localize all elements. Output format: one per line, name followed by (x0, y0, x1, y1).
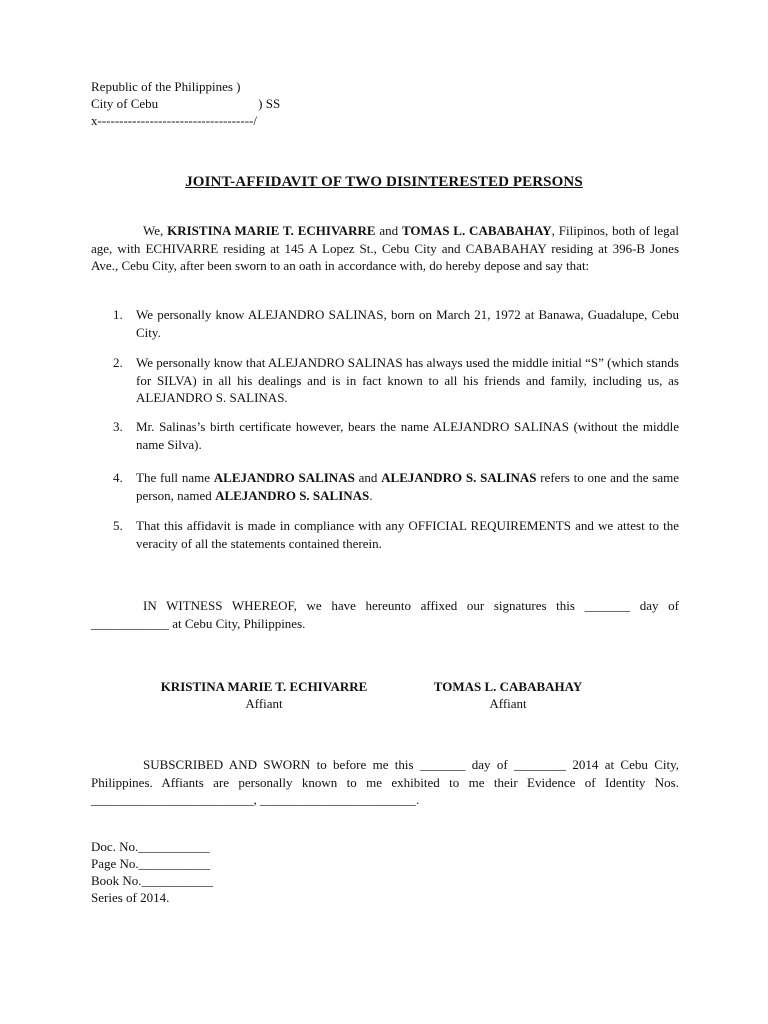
series-year: Series of 2014. (91, 890, 170, 905)
item-text-part: and (354, 470, 382, 485)
affiant-1-name: KRISTINA MARIE T. ECHIVARRE (167, 223, 376, 238)
signatory-role: Affiant (245, 696, 283, 711)
witness-paragraph: IN WITNESS WHEREOF, we have hereunto affixed our signatures this _______ day of ____________ at Cebu City, Philippines. (91, 598, 679, 631)
signatory-1 (130, 678, 398, 712)
intro-we: We, (143, 223, 168, 238)
page-number: Page No.___________ (91, 856, 211, 871)
item-number: 4. (113, 470, 123, 485)
notarial-register (91, 838, 213, 906)
item-number: 5. (113, 518, 123, 533)
intro-and: and (375, 223, 402, 238)
name-alejandro-s-salinas: ALEJANDRO S. SALINAS (215, 487, 370, 503)
intro-rest: , Filipinos, both of legal age, with ECHIVARRE residing at 145 A Lopez St., Cebu City and CABABAHAY residing at 396-B Jones Ave., Cebu City, after been sworn to an oath in accordance with, do hereby depose and say that: (91, 223, 679, 273)
venue-line-republic: Republic of the Philippines ) (91, 79, 241, 94)
venue-ss: ) SS (258, 96, 281, 111)
document-title: JOINT-AFFIDAVIT OF TWO DISINTERESTED PERSONS (185, 174, 583, 190)
venue-city: City of Cebu (91, 96, 159, 111)
item-number: 1. (113, 307, 123, 322)
item-text: Mr. Salinas’s birth certificate however, bears the name ALEJANDRO SALINAS (without the middle name Silva). (136, 419, 679, 452)
item-number: 3. (113, 419, 123, 434)
item-text: We personally know ALEJANDRO SALINAS, born on March 21, 1972 at Banawa, Guadalupe, Cebu City. (136, 307, 679, 340)
item-text-part: The full name (136, 470, 214, 485)
item-number: 2. (113, 355, 123, 370)
signatory-name: TOMAS L. CABABAHAY (433, 679, 583, 694)
name-alejandro-s-salinas: ALEJANDRO S. SALINAS (381, 470, 537, 485)
name-alejandro-salinas: ALEJANDRO SALINAS (213, 470, 355, 485)
signatory-name: KRISTINA MARIE T. ECHIVARRE (160, 679, 368, 694)
item-text-part: refers to one and the same person, named (136, 470, 680, 503)
affiant-2-name: TOMAS L. CABABAHAY (402, 223, 552, 238)
signatory-role: Affiant (489, 696, 527, 711)
item-text: We personally know that ALEJANDRO SALINAS has always used the middle initial “S” (which stands for SILVA) in all his dealings and is in fact known to all his friends and family, including us, as ALEJANDRO S. SALINAS. (136, 355, 679, 405)
signatory-2 (408, 678, 608, 712)
venue-line-city (91, 95, 280, 112)
item-text: That this affidavit is made in compliance with any OFFICIAL REQUIREMENTS and we attest to the veracity of all the statements contained therein. (136, 518, 679, 551)
intro-paragraph (91, 222, 679, 275)
venue-block (91, 78, 280, 129)
venue-separator: x------------------------------------/ (91, 113, 257, 128)
item-text (136, 469, 679, 504)
jurat-paragraph: SUBSCRIBED AND SWORN to before me this _______ day of ________ 2014 at Cebu City, Philippines. Affiants are personally known to me exhibited to me their Evidence of Identity Nos. _________________________, ________________________. (91, 757, 679, 807)
book-number: Book No.___________ (91, 873, 214, 888)
doc-number: Doc. No.___________ (91, 839, 210, 854)
item-text-part: . (369, 487, 373, 503)
